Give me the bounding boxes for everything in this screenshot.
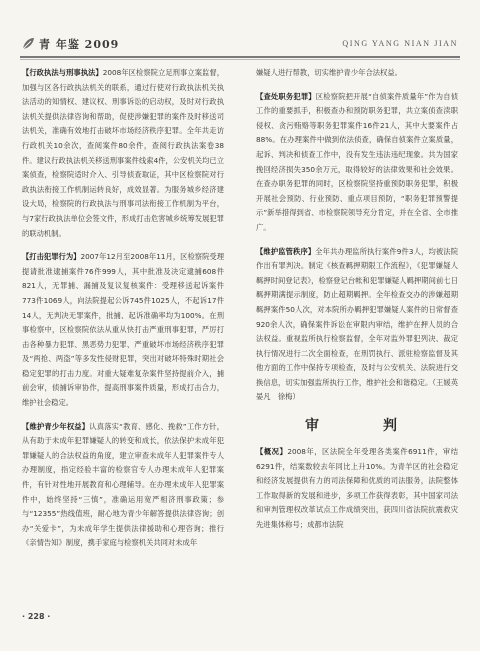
- section-heading: 【行政执法与刑事执法】: [22, 68, 103, 77]
- section-heading: 【维护监管秩序】: [256, 246, 316, 256]
- right-column: [256, 66, 466, 533]
- section-title-trial: 审 判: [305, 418, 409, 435]
- paragraph-text: 嫌疑人进行帮教，切实维护青少年合法权益。: [256, 68, 402, 77]
- paragraph-text: 全年共办理监所执行案件9件3人，均被法院作出有罪判决。制定《核查羁押期限工作流程》，《犯罪嫌疑人羁押时间登记表》，检察登记台帐和犯罪嫌疑人羁押期间前七日羁押期满提示制度，防止超期羁押。全年检查交办的涉嫌超期羁押案件50人次，对本院所办羁押犯罪嫌疑人案件的日常督查920余人次，确保案件诉讼在审限内审结，维护在押人员的合法权益。重视监所执行检察监督，全年对监外罪犯列决、裁定执行情况进行二次全面检查，在刑罚执行、派驻检察监督及其他方面的工作中保持专项检查，及时与公安机关、法院进行交换信息，切实加强监所执行工作，维护社会和谐稳定。（王媛英 晏凡 徐梅）: [256, 246, 466, 402]
- paragraph-duty-crime: [256, 90, 458, 236]
- paragraph-continuation: [256, 66, 458, 81]
- header-rule-thin: [20, 59, 460, 60]
- leaf-logo-icon: [20, 36, 36, 52]
- paragraph-youth-rights: [22, 420, 224, 551]
- section-heading: 【查处职务犯罪】: [256, 91, 316, 101]
- paragraph-text: 2007年12月至2008年11月，区检察院受理提请批准逮捕案件76件999人，其中批准及决定逮捕608件821人，无罪捕、漏捕及复议复核案件：受理移送起诉案件773件1069人，向法院提起公诉745件1025人，不起诉17件14人，无判决无罪案件，批捕、起诉准确率均为100%。在刑事检察中，区检察院依法从重从快打击严重刑事犯罪，严厉打击各种暴力犯罪、黑恶势力犯罪、严重破坏市场经济秩序犯罪及“两抢、两盗”等多发性侵财犯罪，突出对破坏特殊时期社会稳定犯罪的打击力度。对重大疑难复杂案件坚持提前介入，捕前会审，侦捕诉审协作，提高刑事案件质量，形成打击合力，维护社会稳定。: [22, 252, 224, 408]
- paragraph-text: 区检察院把开展“自侦案件质量年”作为自侦工作的重要抓手，积极查办和预防职务犯罪，共立案侦查渎职侵权、贪污贿赂等职务犯罪案件16件21人，其中大要案件占88%。在办理案件中做到依法侦查，确保自侦案件立案质量，起诉、判决和侦查工作中，没有发生违法违纪现象。共为国家挽回经济损失350余万元，取得较好的法律效果和社会效果。在查办职务犯罪的同时，区检察院坚持重预防职务犯罪，积极开展社会预防、行业预防、重点项目预防，“职务犯罪预警提示”新举措得到省、市检察院领导充分肯定，并在全省、全市推广。: [256, 91, 459, 232]
- running-header: QING YANG NIAN JIAN: [342, 39, 458, 48]
- header-rule: [20, 56, 460, 58]
- section-heading: 【维护青少年权益】: [22, 421, 90, 431]
- paragraph-text: 2008年区检察院立足刑事立案监督，加强与区各行政执法机关的联系，通过行使对行政执法机关执法活动的知情权、建议权、刑事诉讼的启动权，及时对行政执法机关提供法律咨询和帮助，促使涉嫌犯罪的案件及时移送司法机关，准确有效地打击破坏市场经济秩序犯罪。全年共走访行政机关10余次，查阅案件80余件，查阅行政执法案卷38件。建议行政执法机关移送刑事案件线索4件，公安机关均已立案侦查，检察院适时介入、引导侦查取证，其中区检察院对行政执法衔接工作机制运转良好，成效显著。为服务城乡经济建设大局，检察院的行政执法与刑事司法衔接工作机制为平台，与7家行政执法单位会签文件，形成打击危害城乡统筹发展犯罪的联动机制。: [22, 68, 225, 238]
- page-number: · 228 ·: [22, 612, 51, 621]
- paragraph-text: 认真落实“教育、感化、挽救”工作方针，从有助于未成年犯罪嫌疑人的转变和成长，依法保护未成年犯罪嫌疑人的合法权益的角度，建立审查未成年人犯罪案件专人办理制度，指定经验丰富的检察官专人办理未成年人犯罪案件，有针对性地开展教育和心理辅导。在办理未成年人犯罪案件中，始终坚持“三慎”，准确运用宽严相济刑事政策；参与“12355”热线值班，耐心地为青少年解答提供法律咨询；创办“关爱卡”，为未成年学生提供法律援助和心理咨询；推行《亲情告知》制度，携手家庭与检察机关共同对未成年: [22, 421, 225, 548]
- paragraph-text: 2008年，区法院全年受理各类案件6911件，审结6291件，结案数较去年同比上升10%。为青羊区的社会稳定和经济发展提供有力的司法保障和优质的司法服务，法院整体工作取得新的发展和进步，多项工作获得表彰，其中国家司法和审判管理权改革试点工作成绩突出，获四川省法院抗震救灾先进集体称号；成都市法院: [256, 447, 459, 530]
- paragraph-crime-crackdown: [22, 250, 224, 411]
- left-column: [22, 66, 224, 551]
- yearbook-logo: [20, 34, 119, 54]
- section-heading: 【概况】: [256, 447, 288, 457]
- logo-text: 青 年鉴 2009: [39, 38, 120, 51]
- paragraph-supervision-order: [256, 245, 466, 406]
- paragraph-administrative-law: [22, 66, 224, 241]
- section-heading: 【打击犯罪行为】: [22, 252, 81, 262]
- paragraph-overview: [256, 445, 458, 533]
